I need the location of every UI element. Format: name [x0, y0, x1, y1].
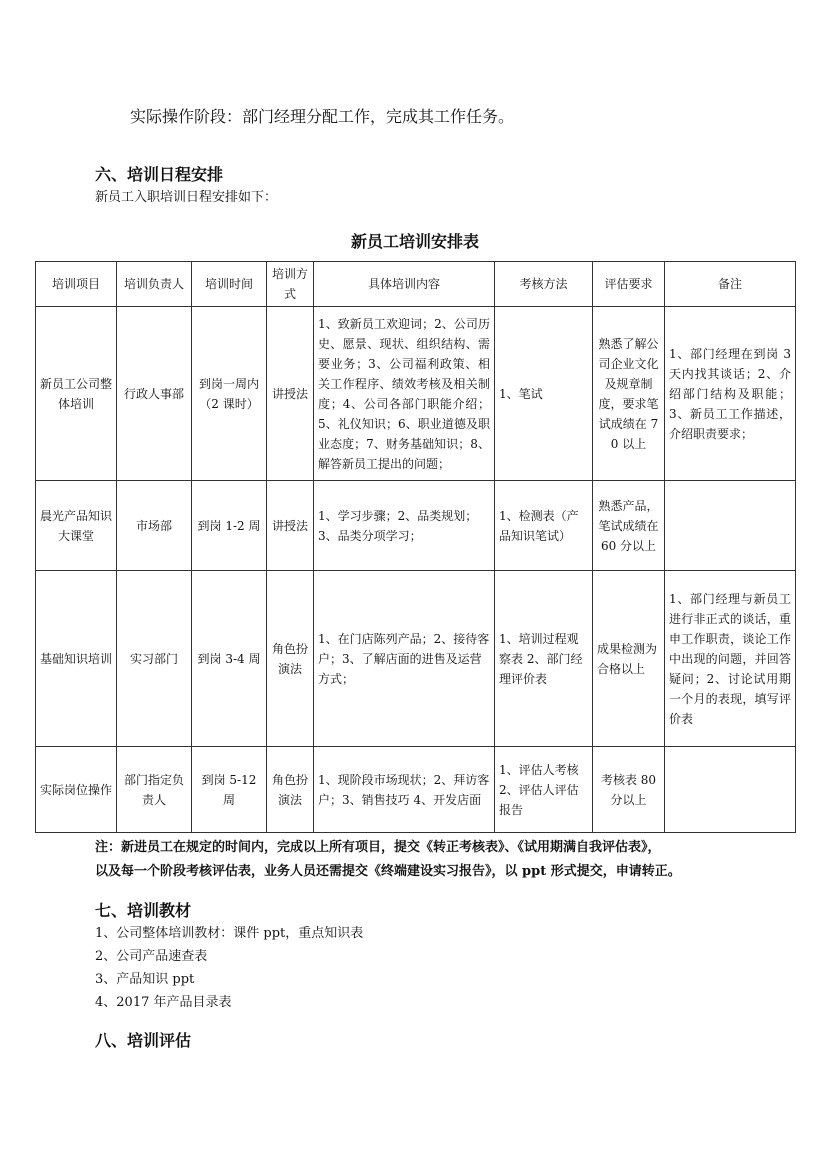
header-owner: 培训负责人	[117, 262, 192, 307]
header-method: 培训方式	[267, 262, 314, 307]
cell-project: 晨光产品知识大课堂	[36, 481, 117, 571]
table-title: 新员工培训安排表	[350, 232, 479, 251]
material-item: 4、2017 年产品目录表	[95, 995, 232, 1010]
table-header-row	[36, 262, 796, 307]
cell-requirement: 熟悉了解公司企业文化及规章制度，要求笔试成绩在 70 以上	[593, 307, 665, 481]
section-6-title: 六、培训日程安排	[95, 165, 224, 184]
table-row	[36, 747, 796, 833]
table-row	[36, 481, 796, 571]
header-requirement: 评估要求	[593, 262, 665, 307]
cell-method: 讲授法	[267, 307, 314, 481]
section-7-title: 七、培训教材	[95, 901, 192, 920]
cell-remarks	[665, 481, 796, 571]
cell-requirement: 成果检测为合格以上	[593, 571, 665, 747]
section-6-subtitle: 新员工入职培训日程安排如下：	[95, 190, 278, 205]
cell-owner: 实习部门	[117, 571, 192, 747]
section-8-title: 八、培训评估	[95, 1031, 192, 1050]
material-item: 1、公司整体培训教材：课件 ppt，重点知识表	[95, 926, 364, 941]
cell-requirement: 熟悉产品，笔试成绩在 60 分以上	[593, 481, 665, 571]
table-row	[36, 307, 796, 481]
cell-project: 实际岗位操作	[36, 747, 117, 833]
cell-time: 到岗 1-2 周	[192, 481, 267, 571]
cell-content: 1、在门店陈列产品；2、接待客户；3、了解店面的进售及运营方式；	[314, 571, 495, 747]
cell-time: 到岗 3-4 周	[192, 571, 267, 747]
cell-method: 角色扮演法	[267, 747, 314, 833]
cell-project: 新员工公司整体培训	[36, 307, 117, 481]
cell-owner: 市场部	[117, 481, 192, 571]
cell-remarks: 1、部门经理在到岗 3 天内找其谈话；2、介绍部门结构及职能；3、新员工工作描述，介绍职责要求；	[665, 307, 796, 481]
header-content: 具体培训内容	[314, 262, 495, 307]
intro-text: 实际操作阶段：部门经理分配工作，完成其工作任务。	[130, 107, 515, 126]
cell-assessment: 1、评估人考核 2、评估人评估报告	[495, 747, 593, 833]
cell-remarks: 1、部门经理与新员工进行非正式的谈话，重申工作职责，谈论工作中出现的问题，并回答疑问；2、讨论试用期一个月的表现，填写评价表	[665, 571, 796, 747]
cell-owner: 部门指定负责人	[117, 747, 192, 833]
header-project: 培训项目	[36, 262, 117, 307]
table-row	[36, 571, 796, 747]
cell-method: 讲授法	[267, 481, 314, 571]
table-note-line-1: 注：新进员工在规定的时间内，完成以上所有项目，提交《转正考核表》、《试用期满自我评估表》，	[95, 840, 661, 855]
cell-assessment: 1、培训过程观察表 2、部门经理评价表	[495, 571, 593, 747]
table-note-line-2: 以及每一个阶段考核评估表，业务人员还需提交《终端建设实习报告》，以 ppt 形式提交，申请转正。	[95, 864, 681, 879]
cell-time: 到岗 5-12 周	[192, 747, 267, 833]
cell-project: 基础知识培训	[36, 571, 117, 747]
cell-content: 1、致新员工欢迎词；2、公司历史、愿景、现状、组织结构、需要业务；3、公司福利政策、相关工作程序、绩效考核及相关制度；4、公司各部门职能介绍；5、礼仪知识；6、职业道德及职业态度；7、财务基础知识；8、解答新员工提出的问题；	[314, 307, 495, 481]
cell-remarks	[665, 747, 796, 833]
cell-content: 1、学习步骤；2、品类规划；3、品类分项学习；	[314, 481, 495, 571]
cell-method: 角色扮演法	[267, 571, 314, 747]
cell-assessment: 1、笔试	[495, 307, 593, 481]
header-assessment: 考核方法	[495, 262, 593, 307]
header-remarks: 备注	[665, 262, 796, 307]
material-item: 3、产品知识 ppt	[95, 972, 195, 987]
cell-requirement: 考核表 80 分以上	[593, 747, 665, 833]
cell-owner: 行政人事部	[117, 307, 192, 481]
training-schedule-table	[35, 261, 796, 833]
cell-time: 到岗一周内（2 课时）	[192, 307, 267, 481]
cell-assessment: 1、检测表（产品知识笔试）	[495, 481, 593, 571]
material-item: 2、公司产品速查表	[95, 949, 208, 964]
header-time: 培训时间	[192, 262, 267, 307]
cell-content: 1、现阶段市场现状；2、拜访客户；3、销售技巧 4、开发店面	[314, 747, 495, 833]
